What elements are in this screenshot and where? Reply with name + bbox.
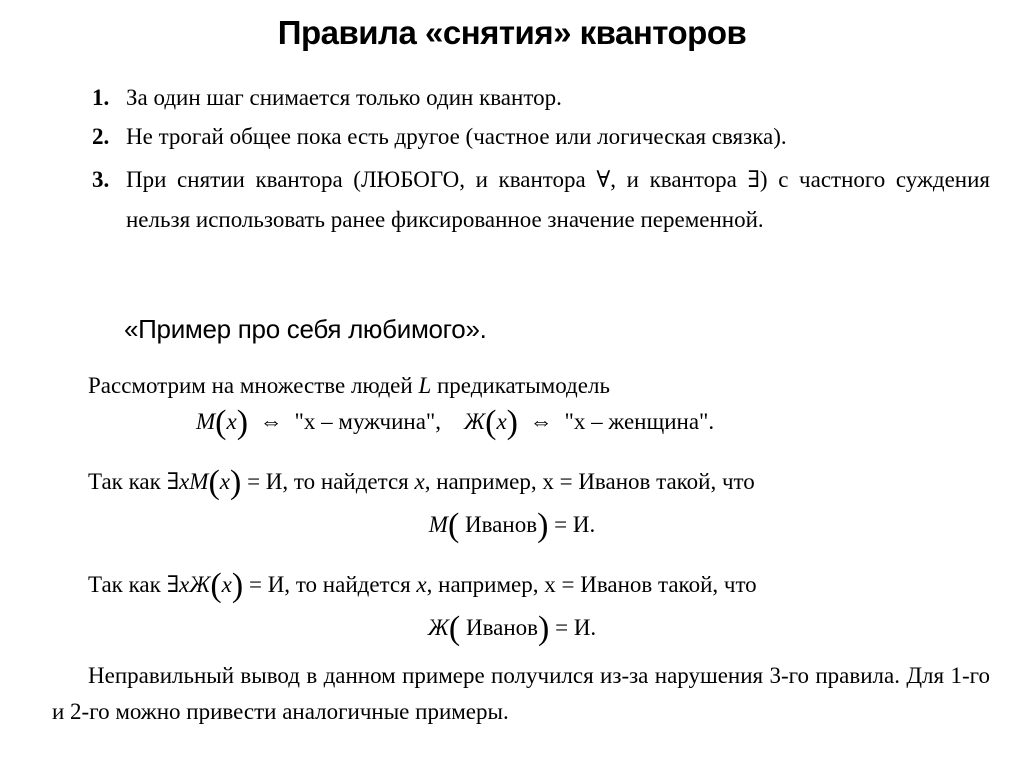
definition-m: "x – мужчина", [294, 409, 442, 434]
case-1-line: Так как ∃xM(x) = И, то найдется x, например, x = Иванов такой, что [88, 464, 755, 501]
case-2-result: Ж( Иванов) = И. [427, 610, 597, 647]
intro-text: Рассмотрим на множестве людей [88, 373, 413, 398]
model-formula: M(x) ⇔ "x – мужчина", Ж(x) ⇔ "x – женщина". [196, 404, 715, 441]
rule-1 [92, 78, 990, 118]
result-value: = И. [554, 512, 596, 537]
predicate-m: M [428, 512, 448, 537]
case-2-line: Так как ∃xЖ(x) = И, то найдется x, например, x = Иванов такой, что [88, 567, 757, 604]
equals-value: = И, [248, 572, 291, 597]
variable-x: x [414, 469, 425, 494]
rule-text: Не трогай общее пока есть другое (частное или логическая связка). [126, 124, 787, 149]
variable-x: x [416, 572, 427, 597]
argument: Иванов [465, 615, 539, 640]
rule-2 [92, 117, 990, 157]
case-lead: Так как [88, 469, 161, 494]
equals-value: = И, [247, 469, 289, 494]
case-example: , например, [426, 572, 539, 597]
rule-text: При снятии квантора (ЛЮБОГО, и квантора ∀, и квантора ∃) с частного суждения нельзя использовать ранее фиксированное значение переменной. [126, 167, 990, 232]
conclusion-paragraph: Неправильный вывод в данном примере получился из-за нарушения 3-го правила. Для 1-го и 2-го можно привести аналогичные примеры. [52, 663, 990, 724]
rule-number: 3. [92, 167, 110, 192]
predicate-zh: Ж [427, 615, 449, 640]
variable-x: x [219, 469, 230, 494]
definition-zh: "x – женщина". [564, 409, 715, 434]
case-example: , например, [424, 469, 537, 494]
case-1-result: M( Иванов) = И. [428, 507, 596, 544]
case-lead: Так как [88, 572, 161, 597]
equivalence-symbol: ⇔ [259, 409, 283, 434]
set-symbol: L [418, 373, 432, 398]
result-value: = И. [555, 615, 597, 640]
assignment: x = Иванов [544, 572, 653, 597]
quantifier-expression: ∃xM [166, 469, 209, 494]
rule-number: 1. [92, 85, 110, 110]
case-middle: то найдется [295, 572, 411, 597]
case-middle: то найдется [293, 469, 409, 494]
rule-3 [92, 160, 990, 240]
quantifier-expression: ∃xЖ [166, 572, 211, 597]
variable-x: x [496, 409, 507, 434]
argument: Иванов [465, 512, 538, 537]
variable-x: x [226, 409, 237, 434]
case-tail: такой, что [658, 572, 757, 597]
variable-x: x [221, 572, 232, 597]
predicate-zh: Ж [464, 409, 486, 434]
page-title: Правила «снятия» кванторов [277, 14, 747, 51]
case-tail: такой, что [656, 469, 755, 494]
equivalence-symbol: ⇔ [529, 409, 553, 434]
intro-text-end: предикатымодель [437, 373, 610, 398]
example-heading: «Пример про себя любимого». [124, 314, 487, 344]
intro-line [88, 373, 610, 399]
rule-number: 2. [92, 124, 110, 149]
assignment: x = Иванов [542, 469, 651, 494]
rule-text: За один шаг снимается только один квантор. [126, 85, 562, 110]
predicate-m: M [196, 409, 216, 434]
